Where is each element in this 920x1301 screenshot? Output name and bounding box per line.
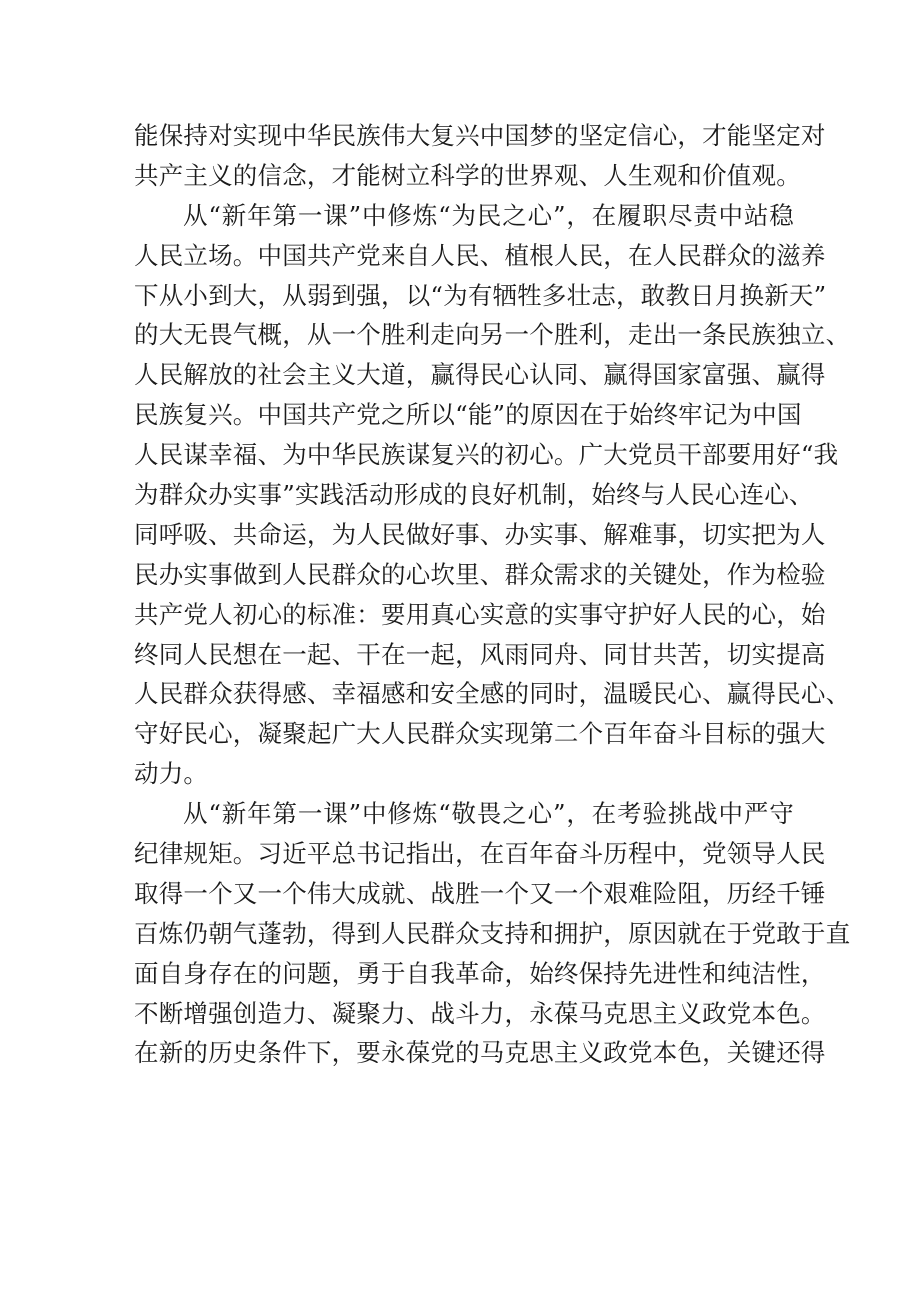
text-line: 共产党人初心的标准：要用真心实意的实事守护好人民的心，始: [134, 599, 826, 629]
text-line: 共产主义的信念，才能树立科学的世界观、人生观和价值观。: [134, 160, 801, 190]
text-line: 人民立场。中国共产党来自人民、植根人民，在人民群众的滋养: [134, 240, 826, 270]
text-line: 面自身存在的问题，勇于自我革命，始终保持先进性和纯洁性，: [134, 958, 826, 988]
article-body: [134, 116, 851, 1073]
text-line: 人民群众获得感、幸福感和安全感的同时，温暖民心、赢得民心、: [134, 679, 851, 709]
text-line: 民办实事做到人民群众的心坎里、群众需求的关键处，作为检验: [134, 559, 826, 589]
text-line: 终同人民想在一起、干在一起，风雨同舟、同甘共苦，切实提高: [134, 639, 826, 669]
text-line: 在新的历史条件下，要永葆党的马克思主义政党本色，关键还得: [134, 1038, 826, 1068]
text-line: 能保持对实现中华民族伟大复兴中国梦的坚定信心，才能坚定对: [134, 121, 826, 150]
text-line: 民族复兴。中国共产党之所以“能”的原因在于始终牢记为中国: [134, 400, 802, 430]
text-line: 不断增强创造力、凝聚力、战斗力，永葆马克思主义政党本色。: [134, 998, 826, 1028]
text-line: 人民谋幸福、为中华民族谋复兴的初心。广大党员干部要用好“我: [134, 440, 839, 470]
text-line: 取得一个又一个伟大成就、战胜一个又一个艰难险阻，历经千锤: [134, 878, 826, 908]
text-line: 百炼仍朝气蓬勃，得到人民群众支持和拥护，原因就在于党敢于直: [134, 918, 851, 948]
text-line: 人民解放的社会主义大道，赢得民心认同、赢得国家富强、赢得: [134, 360, 826, 390]
paragraph-first-line: 从“新年第一课”中修炼“为民之心”，在履职尽责中站稳: [183, 200, 794, 230]
text-line: 动力。: [134, 759, 209, 789]
text-line: 下从小到大，从弱到强，以“为有牺牲多壮志，敢教日月换新天”: [134, 280, 827, 310]
text-line: 为群众办实事”实践活动形成的良好机制，始终与人民心连心、: [134, 480, 814, 510]
text-line: 纪律规矩。习近平总书记指出，在百年奋斗历程中，党领导人民: [134, 839, 826, 869]
paragraph-first-line: 从“新年第一课”中修炼“敬畏之心”，在考验挑战中严守: [183, 799, 794, 829]
text-line: 的大无畏气概，从一个胜利走向另一个胜利，走出一条民族独立、: [134, 320, 851, 350]
text-line: 同呼吸、共命运，为人民做好事、办实事、解难事，切实把为人: [134, 519, 826, 549]
text-line: 守好民心，凝聚起广大人民群众实现第二个百年奋斗目标的强大: [134, 719, 826, 749]
